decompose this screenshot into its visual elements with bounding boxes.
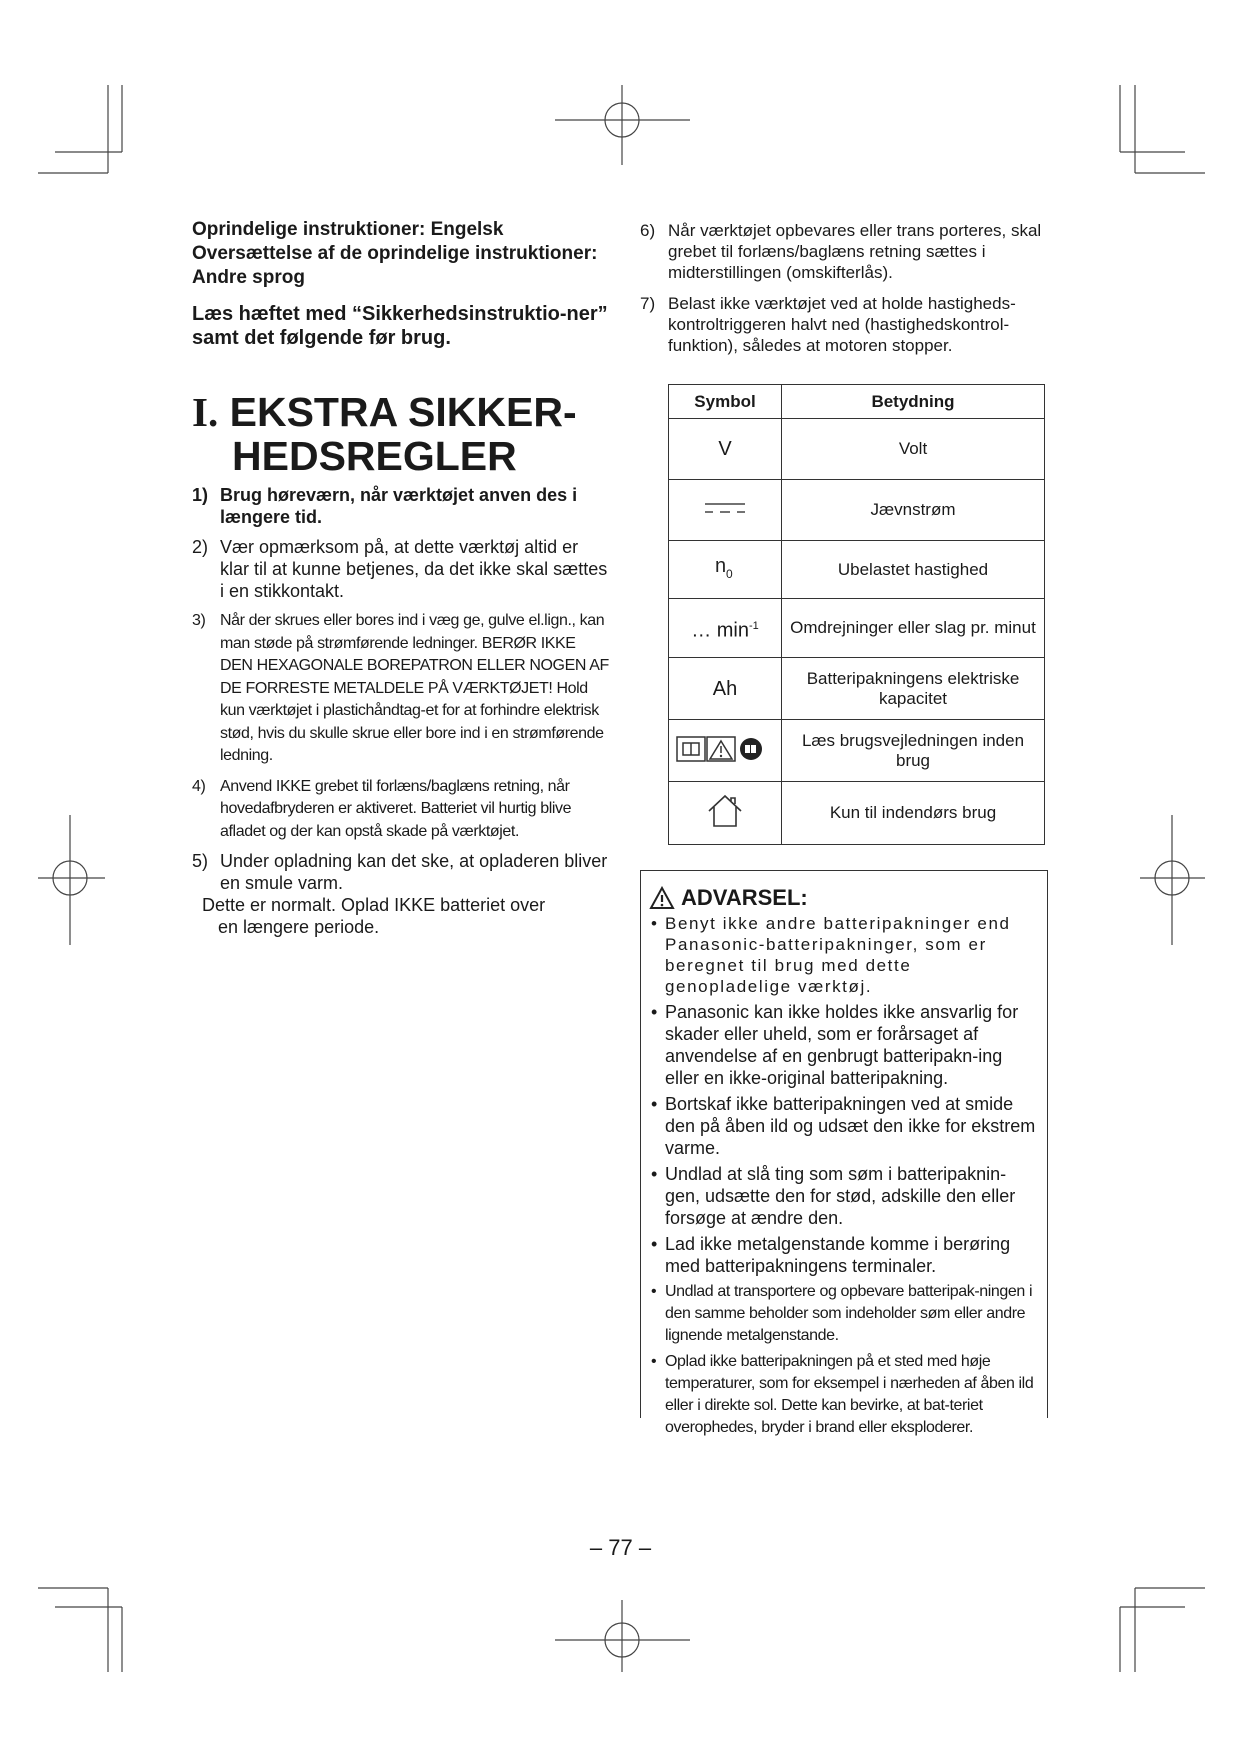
- list-item: [640, 293, 1060, 356]
- table-row: [669, 419, 1045, 480]
- list-item-number: 4): [192, 777, 206, 795]
- right-column: [640, 220, 1060, 356]
- min-symbol-text: … min: [691, 619, 749, 642]
- list-item: [192, 484, 612, 528]
- min-symbol: [669, 599, 782, 658]
- list-item-number: 7): [640, 294, 656, 313]
- list-item-text: Under opladning kan det ske, at opladeren bliver en smule varm.: [220, 851, 608, 893]
- bullet: •: [651, 1353, 657, 1370]
- meaning-column-header: Betydning: [782, 385, 1045, 419]
- list-item: [192, 776, 612, 844]
- warning-title: [649, 885, 1047, 911]
- list-item-number: 6): [640, 221, 656, 240]
- list-item-number: 2): [192, 537, 209, 557]
- page-number: – 77 –: [589, 1535, 652, 1560]
- list-item: [192, 851, 612, 894]
- bullet: •: [651, 1234, 658, 1254]
- svg-text:0: 0: [726, 566, 733, 581]
- table-row: [669, 782, 1045, 845]
- list-item-number: 5): [192, 851, 209, 871]
- no-load-speed-icon: [669, 541, 782, 599]
- left-column: [192, 218, 612, 938]
- bullet: •: [651, 1283, 657, 1300]
- symbol-meaning: Kun til indendørs brug: [782, 782, 1045, 845]
- symbol-meaning: Læs brugsvejledningen inden brug: [782, 720, 1045, 782]
- section-roman-numeral: I.: [192, 389, 219, 435]
- warning-icon: [649, 886, 675, 910]
- list-item: [192, 536, 612, 602]
- symbol-meaning: Batteripakningens elektriske kapacitet: [782, 658, 1045, 720]
- ampere-hour-symbol: Ah: [669, 658, 782, 720]
- list-item: [651, 1233, 1041, 1277]
- bullet: •: [651, 914, 659, 933]
- section-title-line1: EKSTRA SIKKER-: [229, 389, 577, 435]
- symbol-column-header: Symbol: [669, 385, 782, 419]
- min-symbol-exponent: -1: [749, 619, 759, 632]
- svg-text:n: n: [715, 554, 727, 577]
- other-languages-line: Andre sprog: [192, 267, 305, 288]
- section-title-line2: HEDSREGLER: [232, 433, 517, 479]
- list-item-text: Når der skrues eller bores ind i væg ge, gulve el.lign., kan man støde på strømførende ledninger. BERØR IKKE DEN HEXAGONALE BOREPATRON ELLER NOGEN AF DE FORRESTE METALDELE PÅ VÆRKTØJET! Hold kun værktøjet i plastichåndtag-et for at forhindre elektrisk stød, hvis du skulle skrue eller bore ind i en strømførende ledning.: [220, 612, 609, 764]
- warning-list: [641, 913, 1047, 1439]
- list-item: [651, 1001, 1041, 1089]
- bullet: •: [651, 1002, 658, 1022]
- volt-symbol: V: [669, 419, 782, 480]
- list-item: [651, 1163, 1041, 1229]
- symbol-meaning: Ubelastet hastighed: [782, 541, 1045, 599]
- warning-text: Undlad at slå ting som søm i batteripaknin-gen, udsætte den for stød, adskille den eller forsøge at ændre den.: [665, 1164, 1016, 1228]
- charging-note: [192, 894, 612, 938]
- table-row: [669, 658, 1045, 720]
- warning-text: Bortskaf ikke batteripakningen ved at smide den på åben ild og udsæt den ikke for ekstrem varme.: [665, 1094, 1036, 1158]
- safety-rules-list-continued: [640, 220, 1060, 356]
- table-row: [669, 720, 1045, 782]
- list-item-text: Vær opmærksom på, at dette værktøj altid er klar til at kunne betjenes, da det ikke skal sættes i en stikkontakt.: [220, 537, 608, 601]
- warning-box: [640, 870, 1048, 1436]
- list-item: [192, 610, 612, 768]
- symbol-meaning: Omdrejninger eller slag pr. minut: [782, 599, 1045, 658]
- indoor-use-icon: [669, 782, 782, 845]
- list-item-text: Anvend IKKE grebet til forlæns/baglæns retning, når hovedafbryderen er aktiveret. Batteriet vil hurtig blive afladet og der kan opstå skade på værktøjet.: [220, 777, 572, 840]
- bullet: •: [651, 1094, 658, 1114]
- warning-text: Lad ikke metalgenstande komme i berøring med batteripakningens terminaler.: [665, 1234, 1011, 1276]
- symbol-meaning: Volt: [782, 419, 1045, 480]
- list-item-text: Brug høreværn, når værktøjet anven des i længere tid.: [220, 485, 578, 527]
- table-row: [669, 480, 1045, 541]
- translation-line: Oversættelse af de oprindelige instruktioner:: [192, 243, 598, 264]
- symbol-table-header: [669, 385, 1045, 419]
- symbol-meaning: Jævnstrøm: [782, 480, 1045, 541]
- list-item: [651, 1281, 1041, 1347]
- charging-note-line1: Dette er normalt. Oplad IKKE batteriet over: [202, 895, 546, 915]
- table-row: [669, 541, 1045, 599]
- list-item: [651, 1351, 1041, 1439]
- warning-text: Oplad ikke batteripakningen på et sted med høje temperaturer, som for eksempel i nærheden af åben ild eller i direkte sol. Dette kan bevirke, at bat-teriet overophedes, bryder i brand eller eksploderer.: [665, 1353, 1034, 1436]
- symbol-table: [668, 384, 1045, 845]
- list-item-number: 1): [192, 485, 209, 505]
- warning-title-text: ADVARSEL:: [681, 885, 808, 910]
- read-safety-note: Læs hæftet med “Sikkerhedsinstruktio-ner” samt det følgende før brug.: [192, 303, 608, 349]
- warning-text: Undlad at transportere og opbevare batteripak-ningen i den samme beholder som indeholder søm eller andre lignende metalgenstande.: [665, 1283, 1033, 1344]
- read-manual-icons: [669, 720, 782, 782]
- warning-text: Panasonic kan ikke holdes ikke ansvarlig for skader eller uheld, som er forårsaget af anvendelse af en genbrugt batteripakn-ing eller en ikke-original batteripakning.: [665, 1002, 1019, 1088]
- safety-rules-list: [192, 484, 612, 894]
- table-row: [669, 599, 1045, 658]
- list-item: [640, 220, 1060, 283]
- list-item-text: Belast ikke værktøjet ved at holde hastigheds-kontroltriggeren halvt ned (hastighedskontrol-funktion), således at motoren stopper.: [668, 294, 1016, 355]
- list-item: [651, 913, 1041, 997]
- charging-note-line2: en længere periode.: [218, 917, 380, 937]
- warning-text: Benyt ikke andre batteripakninger end Panasonic-batteripakninger, som er beregnet til brug med dette genopladelige værktøj.: [665, 914, 1011, 996]
- list-item-number: 3): [192, 612, 206, 629]
- list-item-text: Når værktøjet opbevares eller trans porteres, skal grebet til forlæns/baglæns retning sættes i midterstillingen (omskifterlås).: [668, 221, 1042, 282]
- direct-current-icon: [669, 480, 782, 541]
- section-title: [192, 390, 612, 478]
- bullet: •: [651, 1164, 658, 1184]
- list-item: [651, 1093, 1041, 1159]
- original-language-line: Oprindelige instruktioner: Engelsk: [192, 219, 504, 240]
